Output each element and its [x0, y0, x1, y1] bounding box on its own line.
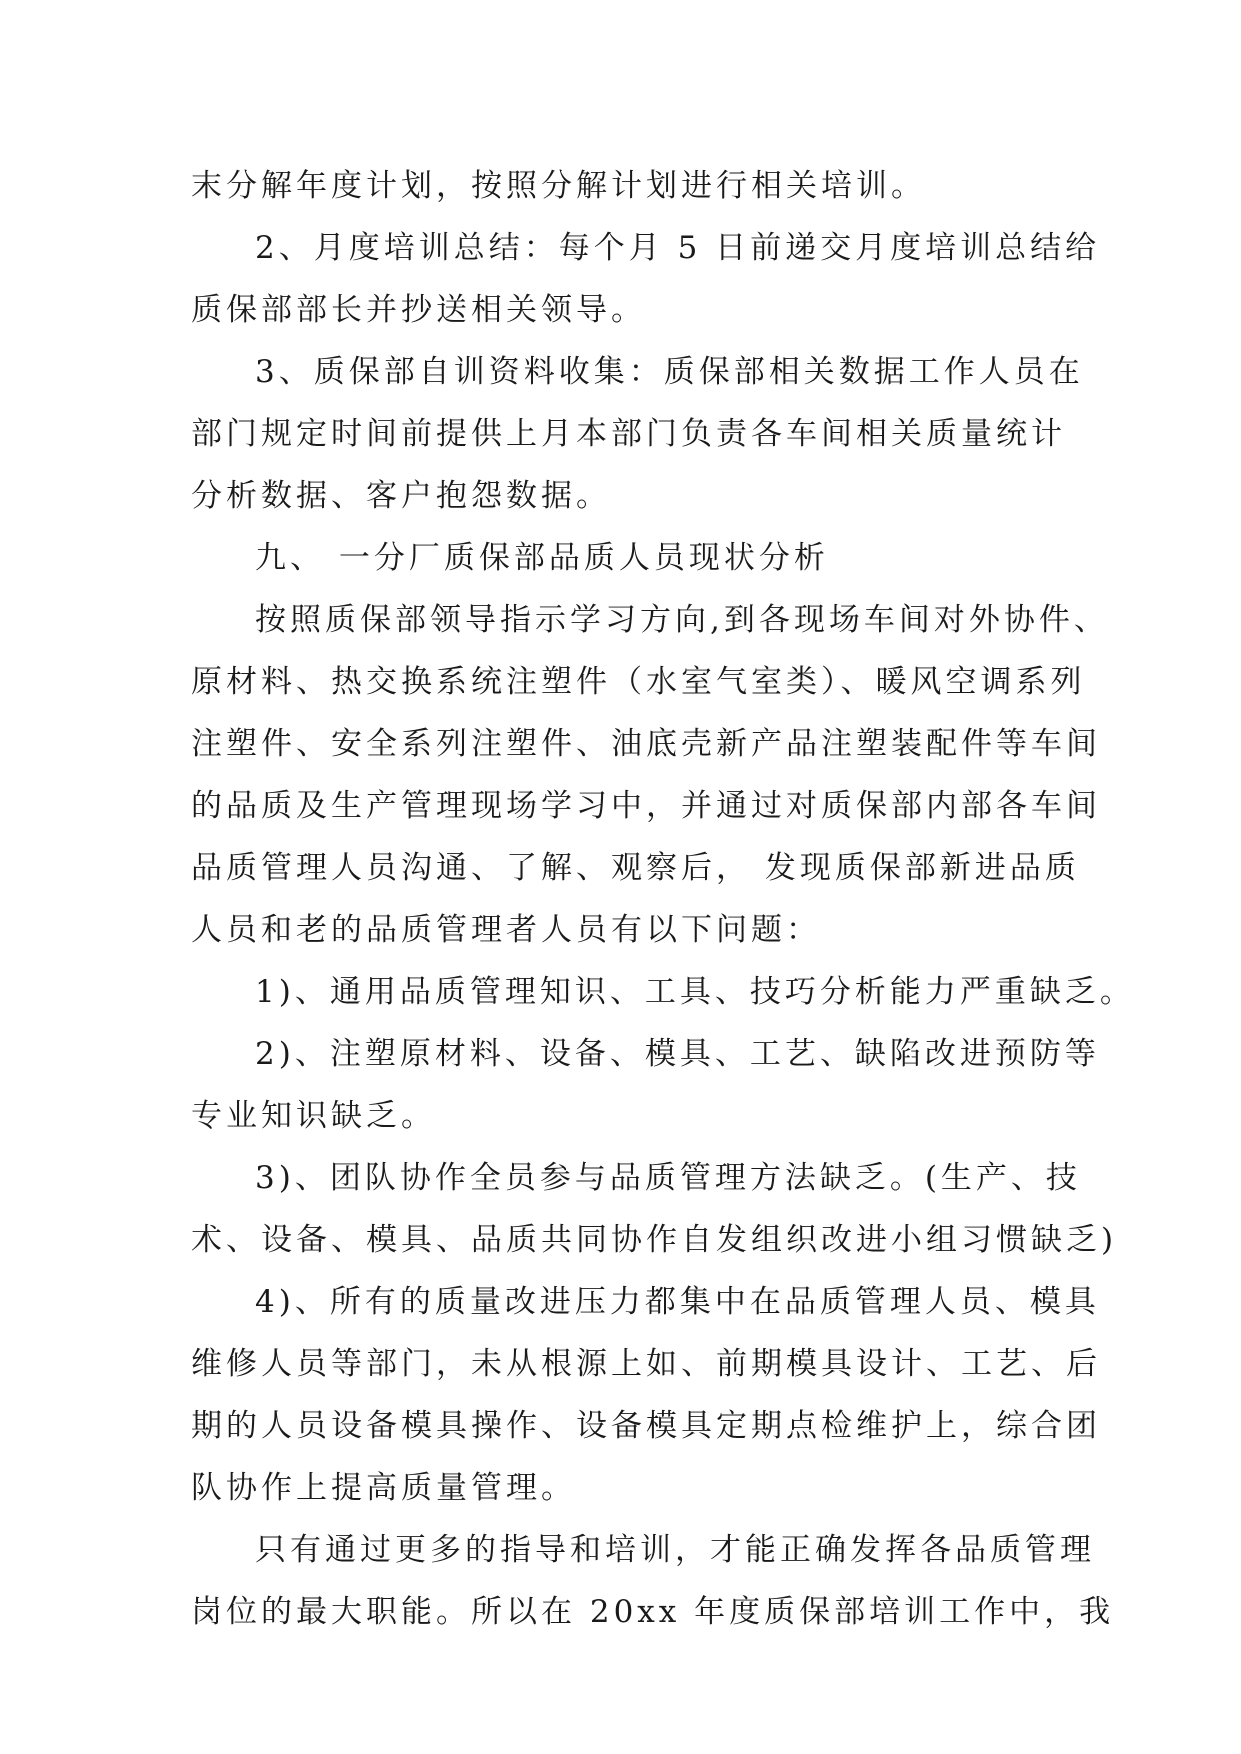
text-line: 4)、所有的质量改进压力都集中在品质管理人员、模具: [255, 1284, 1100, 1320]
text-line: 按照质保部领导指示学习方向,到各现场车间对外协件、: [255, 602, 1109, 638]
text-line: 的品质及生产管理现场学习中，并通过对质保部内部各车间: [191, 788, 1101, 824]
text-line: 岗位的最大职能。所以在 20xx 年度质保部培训工作中，我: [191, 1594, 1115, 1630]
document-body: [191, 155, 1135, 1643]
text-line: 品质管理人员沟通、了解、观察后， 发现质保部新进品质: [191, 850, 1080, 886]
text-line: 分析数据、客户抱怨数据。: [191, 478, 611, 514]
text-line: 维修人员等部门，未从根源上如、前期模具设计、工艺、后: [191, 1346, 1101, 1382]
text-line: 注塑件、安全系列注塑件、油底壳新产品注塑装配件等车间: [191, 726, 1101, 762]
text-line: 队协作上提高质量管理。: [191, 1470, 576, 1506]
text-line: 术、设备、模具、品质共同协作自发组织改进小组习惯缺乏): [191, 1222, 1118, 1258]
text-line: 末分解年度计划，按照分解计划进行相关培训。: [191, 168, 926, 204]
text-line: 只有通过更多的指导和培训，才能正确发挥各品质管理: [255, 1532, 1095, 1568]
text-line: 部门规定时间前提供上月本部门负责各车间相关质量统计: [191, 416, 1066, 452]
text-line: 人员和老的品质管理者人员有以下问题：: [191, 912, 821, 948]
text-line: 2)、注塑原材料、设备、模具、工艺、缺陷改进预防等: [255, 1036, 1100, 1072]
text-line: 1)、通用品质管理知识、工具、技巧分析能力严重缺乏。: [255, 974, 1135, 1010]
text-line: 九、 一分厂质保部品质人员现状分析: [255, 540, 829, 576]
text-line: 质保部部长并抄送相关领导。: [191, 292, 646, 328]
text-line: 专业知识缺乏。: [191, 1098, 436, 1134]
text-line: 期的人员设备模具操作、设备模具定期点检维护上，综合团: [191, 1408, 1101, 1444]
text-line: 2、月度培训总结：每个月 5 日前递交月度培训总结给: [255, 230, 1101, 266]
text-line: 3)、团队协作全员参与品质管理方法缺乏。(生产、技: [255, 1160, 1081, 1196]
text-line: 原材料、热交换系统注塑件（水室气室类）、暖风空调系列: [191, 664, 1086, 700]
text-line: 3、质保部自训资料收集：质保部相关数据工作人员在: [255, 354, 1084, 390]
